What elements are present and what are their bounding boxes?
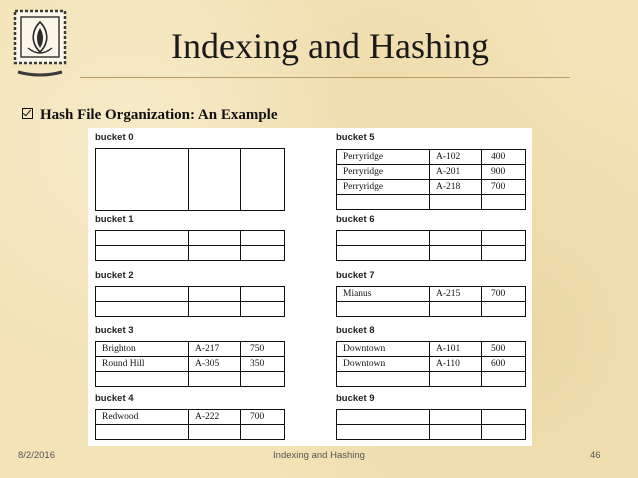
footer-page-number: 46: [590, 450, 601, 461]
empty-slot: [430, 372, 482, 387]
bucket-label: bucket 3: [95, 325, 134, 336]
empty-slot: [337, 195, 430, 210]
record-account: A-215: [430, 287, 482, 302]
empty-slot: [96, 231, 189, 246]
bucket-label: bucket 9: [336, 393, 375, 404]
bucket-table: [336, 341, 526, 387]
empty-slot: [430, 231, 482, 246]
record-branch: Mianus: [337, 287, 430, 302]
empty-slot: [337, 372, 430, 387]
bucket-table: [336, 409, 526, 440]
empty-slot: [241, 302, 285, 317]
empty-slot: [189, 246, 241, 261]
bucket-label: bucket 0: [95, 132, 134, 143]
empty-slot: [96, 287, 189, 302]
empty-slot: [482, 302, 526, 317]
table-row: [96, 287, 285, 302]
record-balance: 500: [482, 342, 526, 357]
empty-slot: [96, 246, 189, 261]
record-balance: 900: [482, 165, 526, 180]
table-row: [337, 231, 526, 246]
empty-slot: [241, 425, 285, 440]
bucket-table: [336, 149, 526, 210]
empty-slot: [337, 302, 430, 317]
empty-slot: [241, 372, 285, 387]
bucket-table: [95, 148, 285, 211]
table-row: [96, 231, 285, 246]
bucket-label: bucket 4: [95, 393, 134, 404]
empty-slot: [482, 372, 526, 387]
table-row: [337, 357, 526, 372]
record-balance: 750: [241, 342, 285, 357]
bucket-table: [95, 230, 285, 261]
record-account: A-217: [189, 342, 241, 357]
empty-slot: [96, 149, 189, 211]
empty-slot: [189, 149, 241, 211]
record-account: A-101: [430, 342, 482, 357]
table-row: [96, 342, 285, 357]
record-account: A-102: [430, 150, 482, 165]
empty-slot: [189, 425, 241, 440]
empty-slot: [241, 149, 285, 211]
record-balance: 700: [241, 410, 285, 425]
table-row: [96, 149, 285, 211]
bucket-label: bucket 2: [95, 270, 134, 281]
bucket-label: bucket 6: [336, 214, 375, 225]
empty-slot: [430, 246, 482, 261]
bucket-table: [336, 286, 526, 317]
table-row: [337, 180, 526, 195]
record-balance: 600: [482, 357, 526, 372]
record-branch: Perryridge: [337, 180, 430, 195]
empty-slot: [337, 231, 430, 246]
table-row: [337, 150, 526, 165]
empty-slot: [96, 425, 189, 440]
footer-date: 8/2/2016: [18, 450, 55, 461]
record-account: A-201: [430, 165, 482, 180]
bucket-table: [95, 341, 285, 387]
table-row: [337, 372, 526, 387]
empty-slot: [96, 372, 189, 387]
empty-slot: [241, 287, 285, 302]
title-divider: [80, 77, 570, 78]
empty-slot: [337, 410, 430, 425]
record-branch: Perryridge: [337, 165, 430, 180]
empty-slot: [430, 302, 482, 317]
bucket-table: [95, 286, 285, 317]
empty-slot: [189, 302, 241, 317]
record-branch: Brighton: [96, 342, 189, 357]
empty-slot: [189, 287, 241, 302]
table-row: [96, 357, 285, 372]
empty-slot: [96, 302, 189, 317]
table-row: [337, 425, 526, 440]
table-row: [337, 342, 526, 357]
bucket-table: [95, 409, 285, 440]
record-balance: 350: [241, 357, 285, 372]
table-row: [337, 165, 526, 180]
table-row: [96, 246, 285, 261]
empty-slot: [482, 246, 526, 261]
empty-slot: [430, 410, 482, 425]
table-row: [337, 302, 526, 317]
slide-subtitle: Hash File Organization: An Example: [40, 107, 278, 123]
record-branch: Round Hill: [96, 357, 189, 372]
footer-title: Indexing and Hashing: [273, 450, 365, 461]
record-account: A-305: [189, 357, 241, 372]
bucket-table: [336, 230, 526, 261]
slide-title: Indexing and Hashing: [171, 26, 489, 66]
empty-slot: [241, 231, 285, 246]
record-branch: Perryridge: [337, 150, 430, 165]
record-account: A-110: [430, 357, 482, 372]
empty-slot: [482, 410, 526, 425]
empty-slot: [337, 425, 430, 440]
empty-slot: [189, 231, 241, 246]
empty-slot: [482, 195, 526, 210]
table-row: [337, 410, 526, 425]
checkbox-icon: [22, 108, 33, 119]
record-branch: Downtown: [337, 342, 430, 357]
empty-slot: [189, 372, 241, 387]
university-logo: [12, 8, 68, 80]
empty-slot: [482, 231, 526, 246]
empty-slot: [430, 425, 482, 440]
table-row: [96, 372, 285, 387]
bucket-label: bucket 1: [95, 214, 134, 225]
empty-slot: [241, 246, 285, 261]
bucket-label: bucket 8: [336, 325, 375, 336]
empty-slot: [482, 425, 526, 440]
table-row: [337, 195, 526, 210]
bucket-label: bucket 7: [336, 270, 375, 281]
record-branch: Redwood: [96, 410, 189, 425]
table-row: [96, 425, 285, 440]
empty-slot: [430, 195, 482, 210]
record-balance: 700: [482, 180, 526, 195]
table-row: [96, 302, 285, 317]
bucket-label: bucket 5: [336, 132, 375, 143]
table-row: [337, 246, 526, 261]
record-balance: 400: [482, 150, 526, 165]
record-account: A-222: [189, 410, 241, 425]
record-branch: Downtown: [337, 357, 430, 372]
record-balance: 700: [482, 287, 526, 302]
table-row: [337, 287, 526, 302]
table-row: [96, 410, 285, 425]
record-account: A-218: [430, 180, 482, 195]
empty-slot: [337, 246, 430, 261]
